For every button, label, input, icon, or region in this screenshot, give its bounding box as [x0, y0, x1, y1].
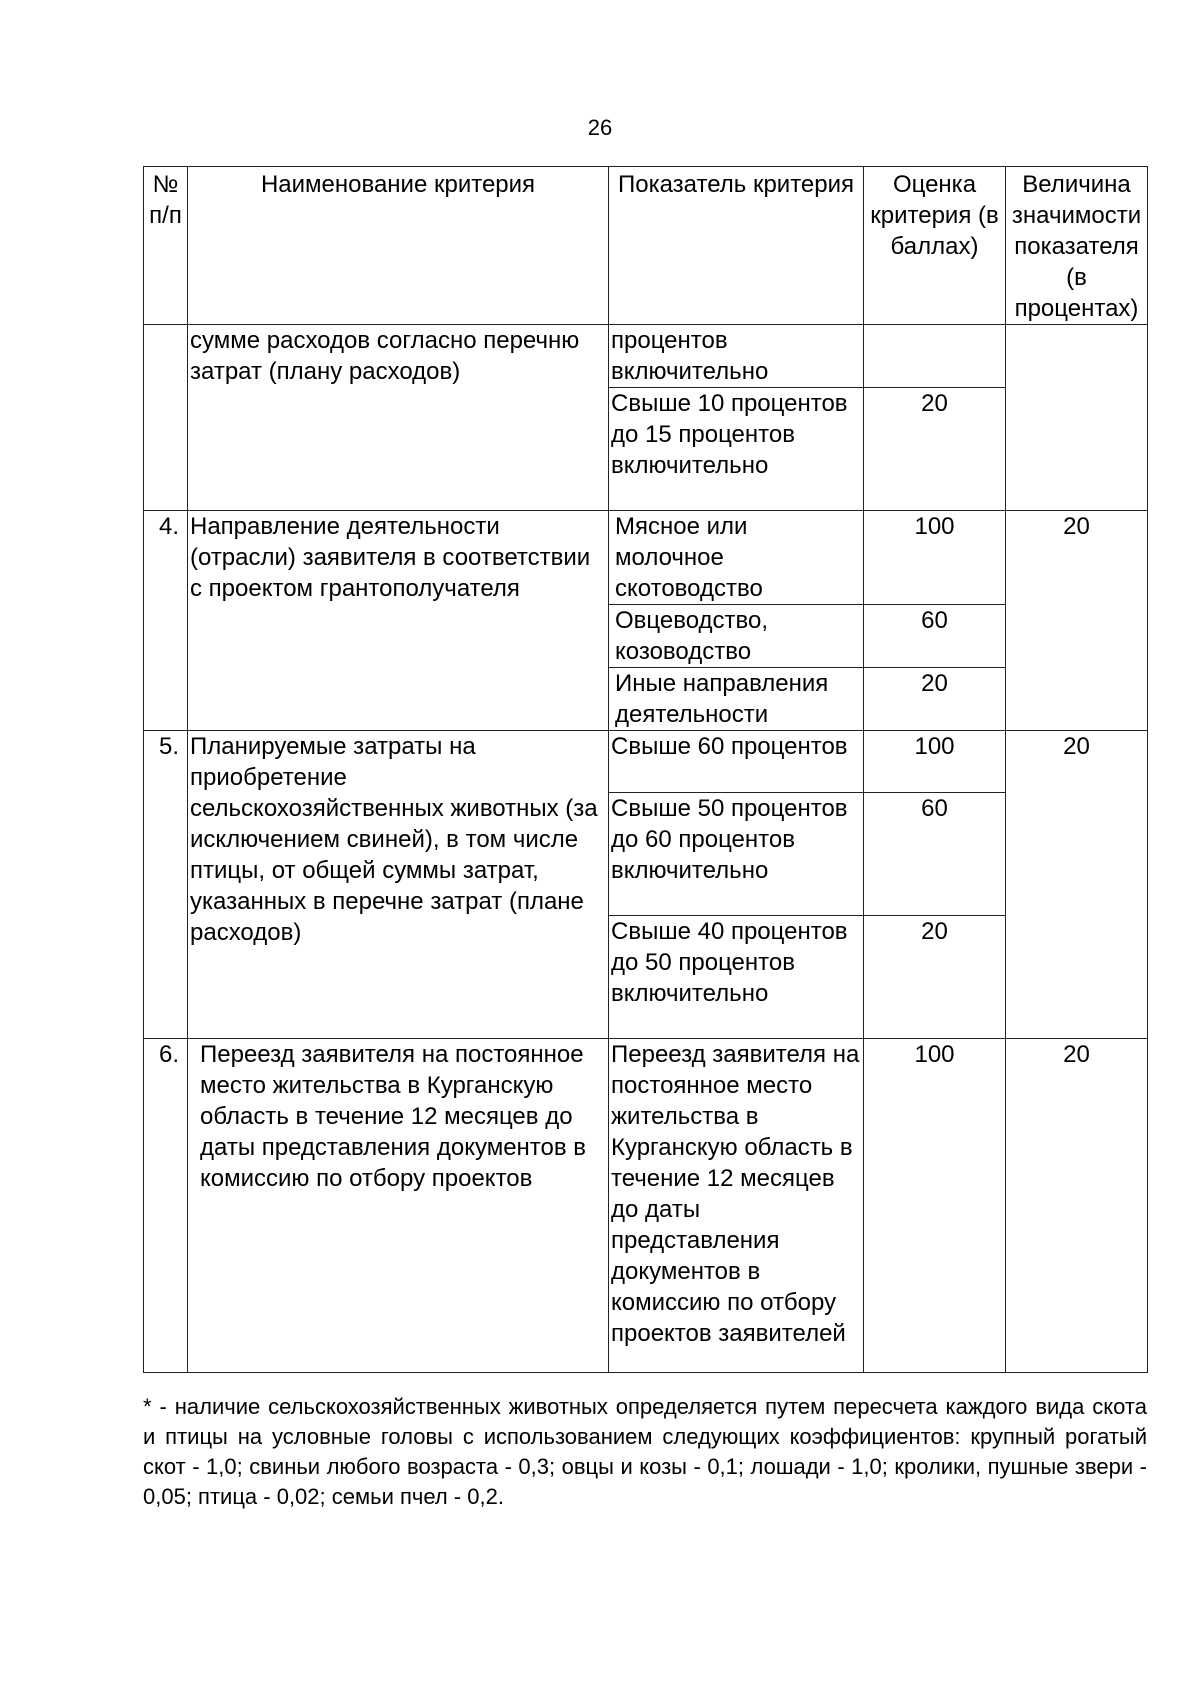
table-header-row	[144, 167, 1148, 325]
row5-score-3: 20	[864, 916, 1006, 1039]
cont-score-1	[864, 325, 1006, 388]
header-score: Оценка критерия (в баллах)	[864, 167, 1006, 325]
cont-num-cell	[144, 325, 188, 511]
row5-indicator-2: Свыше 50 процентов до 60 процентов включительно	[609, 793, 864, 916]
table-row	[144, 1039, 1148, 1373]
row4-weight: 20	[1006, 511, 1148, 731]
row5-indicator-1: Свыше 60 процентов	[609, 731, 864, 793]
row4-score-1: 100	[864, 511, 1006, 605]
header-indicator: Показатель критерия	[609, 167, 864, 325]
header-name: Наименование критерия	[188, 167, 609, 325]
cont-score-2: 20	[864, 388, 1006, 511]
row5-weight: 20	[1006, 731, 1148, 1039]
row4-indicator-2: Овцеводство, козоводство	[609, 605, 864, 668]
row4-name: Направление деятельности (отрасли) заявителя в соответствии с проектом грантополучателя	[188, 511, 609, 731]
row4-num: 4.	[144, 511, 188, 731]
row6-weight: 20	[1006, 1039, 1148, 1373]
header-weight: Величина значимости показателя (в процентах)	[1006, 167, 1148, 325]
row6-indicator-1: Переезд заявителя на постоянное место жительства в Курганскую область в течение 12 месяцев до даты представления документов в комиссию по отбору проектов заявителей	[609, 1039, 864, 1373]
row5-indicator-3: Свыше 40 процентов до 50 процентов включительно	[609, 916, 864, 1039]
page-number: 26	[587, 115, 613, 140]
row5-name: Планируемые затраты на приобретение сельскохозяйственных животных (за исключением свиней), в том числе птицы, от общей суммы затрат, указанных в перечне затрат (плане расходов)	[188, 731, 609, 1039]
row6-name: Переезд заявителя на постоянное место жительства в Курганскую область в течение 12 месяцев до даты представления документов в комиссию по отбору проектов	[188, 1039, 609, 1373]
header-num: № п/п	[144, 167, 188, 325]
footnote: * - наличие сельскохозяйственных животных определяется путем пересчета каждого вида скота и птицы на условные головы с использованием следующих коэффициентов: крупный рогатый скот - 1,0; свиньи любого возраста - 0,3; овцы и козы - 0,1; лошади - 1,0; кролики, пушные звери - 0,05; птица - 0,02; семьи пчел - 0,2.	[143, 1394, 1147, 1509]
row4-score-3: 20	[864, 668, 1006, 731]
row4-score-2: 60	[864, 605, 1006, 668]
row4-indicator-3: Иные направления деятельности	[609, 668, 864, 731]
cont-name-cell: сумме расходов согласно перечню затрат (плану расходов)	[188, 325, 609, 511]
row6-num: 6.	[144, 1039, 188, 1373]
cont-indicator-1: процентов включительно	[609, 325, 864, 388]
cont-indicator-2: Свыше 10 процентов до 15 процентов включительно	[609, 388, 864, 511]
cont-weight-cell	[1006, 325, 1148, 511]
criteria-table	[143, 166, 1148, 1373]
row5-score-1: 100	[864, 731, 1006, 793]
row6-score-1: 100	[864, 1039, 1006, 1373]
table-row	[144, 325, 1148, 388]
row4-indicator-1: Мясное или молочное скотоводство	[609, 511, 864, 605]
table-row	[144, 731, 1148, 793]
row5-num: 5.	[144, 731, 188, 1039]
row5-score-2: 60	[864, 793, 1006, 916]
table-row	[144, 511, 1148, 605]
